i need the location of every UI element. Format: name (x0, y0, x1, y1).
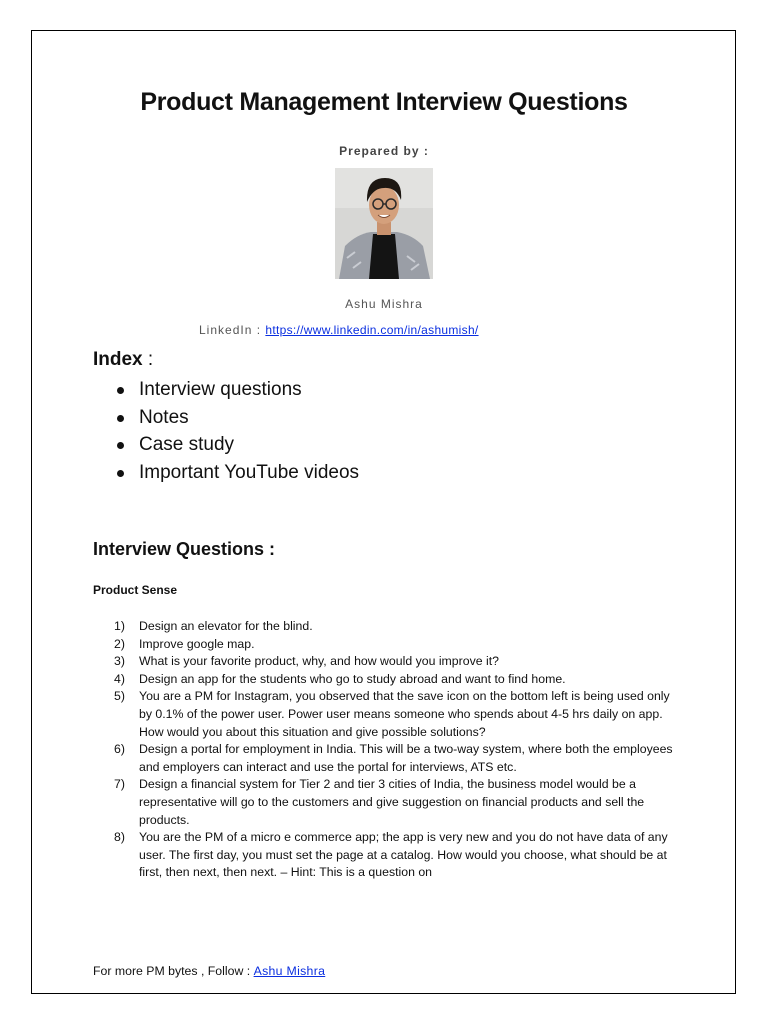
question-text: Improve google map. (139, 636, 255, 651)
question-number: 3) (114, 654, 125, 669)
document-title: Product Management Interview Questions (140, 88, 628, 116)
question-number: 4) (114, 671, 125, 686)
question-item (114, 636, 684, 654)
index-heading (93, 349, 153, 371)
question-text: Design a portal for employment in India. This will be a two-way system, where both the employees and employers can interact and use the portal for interviews, ATS etc. (139, 742, 673, 774)
question-item (114, 829, 684, 882)
index-list (115, 376, 359, 487)
question-number: 5) (114, 689, 125, 704)
index-heading-text: Index (93, 349, 143, 370)
question-text: Design a financial system for Tier 2 and tier 3 cities of India, the business model would be a representative will go to the customers and give suggestion on financial products and sell the products. (139, 777, 645, 827)
index-item (115, 431, 359, 459)
footer-text: For more PM bytes , Follow : (93, 964, 254, 978)
question-number: 6) (114, 742, 125, 757)
question-text: What is your favorite product, why, and how would you improve it? (139, 654, 499, 669)
question-item (114, 741, 684, 776)
question-item (114, 618, 684, 636)
linkedin-link[interactable]: https://www.linkedin.com/in/ashumish/ (265, 323, 479, 337)
question-item (114, 653, 684, 671)
interview-questions-heading: Interview Questions : (93, 539, 276, 559)
index-item (115, 459, 359, 487)
bullet-icon (117, 470, 124, 477)
question-text: You are a PM for Instagram, you observed that the save icon on the bottom left is being used only by 0.1% of the power user. Power user means someone who spends about 4-5 hrs daily on app. How would you about this situation and give possible solutions? (139, 689, 670, 739)
prepared-by-label: Prepared by : (339, 144, 429, 158)
author-name: Ashu Mishra (345, 297, 423, 311)
question-text: You are the PM of a micro e commerce app; the app is very new and you do not have data of any user. The first day, you must set the page at a catalog. How would you choose, what should be at first, then next, then next. – Hint: This is a question on (139, 830, 668, 880)
index-item-label: Notes (139, 406, 189, 428)
index-heading-colon: : (142, 349, 154, 370)
product-sense-heading: Product Sense (93, 583, 178, 597)
question-text: Design an app for the students who go to study abroad and want to find home. (139, 671, 566, 686)
question-number: 1) (114, 619, 125, 633)
author-photo (335, 168, 433, 279)
index-item (115, 376, 359, 404)
bullet-icon (117, 442, 124, 449)
question-number: 7) (114, 777, 125, 792)
index-item (115, 404, 359, 432)
bullet-icon (117, 415, 124, 422)
bullet-icon (117, 387, 124, 394)
linkedin-line (199, 323, 479, 337)
question-text: Design an elevator for the blind. (139, 619, 313, 633)
question-item (114, 776, 684, 829)
question-number: 2) (114, 636, 125, 651)
question-item (114, 688, 684, 741)
index-item-label: Interview questions (139, 379, 302, 400)
question-item (114, 671, 684, 689)
index-item-label: Case study (139, 434, 235, 456)
footer-author-link[interactable]: Ashu Mishra (253, 964, 326, 978)
author-photo-illustration (335, 168, 433, 279)
question-list (114, 618, 684, 882)
linkedin-label: LinkedIn : (199, 323, 266, 337)
question-number: 8) (114, 830, 125, 845)
index-item-label: Important YouTube videos (139, 462, 360, 484)
footer (93, 964, 325, 978)
